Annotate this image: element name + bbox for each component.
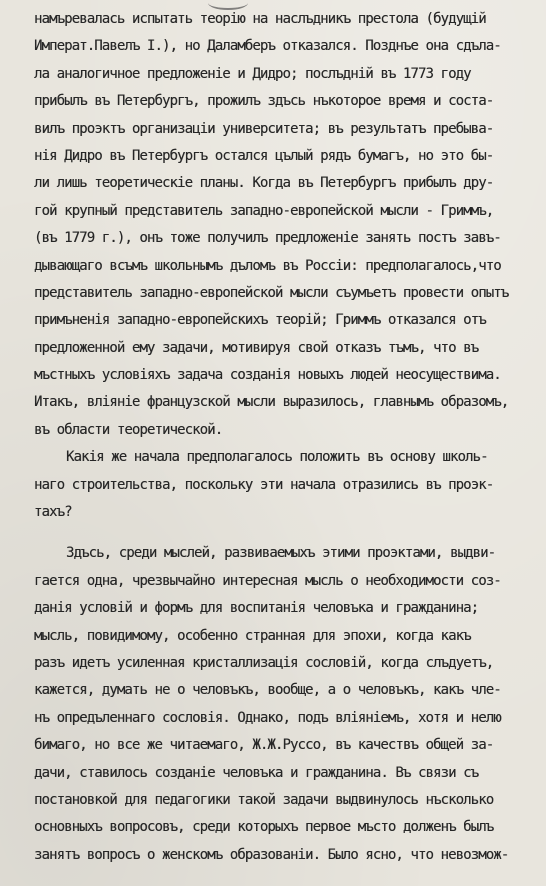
text-line: (въ 1779 г.), онъ тоже получилъ предложеніе занять постъ завъ- [34, 230, 501, 247]
text-line: ли лишь теоретическіе планы. Когда въ Петербургъ прибылъ дру- [34, 175, 494, 192]
text-line: Императ.Павелъ I.), но Даламберъ отказался. Позднъе она сдъла- [34, 38, 501, 55]
text-line: въ области теоретической. [34, 421, 223, 438]
text-line: Итакъ, вліяніе французской мысли выразилось, главнымъ образомъ, [34, 394, 509, 411]
text-line: занятъ вопросъ о женскомъ образованіи. Было ясно, что невозмож- [34, 846, 509, 863]
text-line: нія Дидро въ Петербургъ остался цълый рядъ бумагъ, но это бы- [34, 147, 494, 164]
text-line: мъстныхъ условіяхъ задача созданія новыхъ людей неосуществима. [34, 367, 501, 384]
text-line: наго строительства, поскольку эти начала отразились въ проэк- [34, 476, 494, 493]
text-line: дывающаго всъмъ школьнымъ дъломъ въ Россіи: предполагалось,что [34, 257, 501, 274]
text-line: Здъсь, среди мыслей, развиваемыхъ этими проэктами, выдви- [66, 545, 496, 562]
text-line: постановкой для педагогики такой задачи выдвинулось нъсколько [34, 791, 494, 808]
text-line: прибылъ въ Петербургъ, прожилъ здъсь нъкоторое время и соста- [34, 93, 494, 110]
text-line: ла аналогичное предложеніе и Дидро; послъдній въ 1773 году [34, 65, 471, 82]
text-line: мысль, повидимому, особенно странная для эпохи, когда какъ [34, 627, 471, 644]
text-line: гается одна, чрезвычайно интересная мысль о необходимости соз- [34, 572, 501, 589]
paragraph-spacer [0, 526, 546, 540]
text-line: кажется, думать не о человъкъ, вообще, а о человъкъ, какъ чле- [34, 682, 501, 699]
text-line: представитель западно-европейской мысли съумъетъ провести опытъ [34, 284, 509, 301]
text-line: намъревалась испытать теорію на наслъдникъ престола (будущій [34, 11, 486, 27]
text-line: примъненія западно-европейскихъ теорій; Гриммъ отказался отъ [34, 312, 486, 329]
text-line: данія условій и формъ для воспитанія человъка и гражданина; [34, 600, 479, 617]
text-line: разъ идетъ усиленная кристаллизація сословій, когда слъдуетъ, [34, 654, 494, 671]
text-line: Какія же начала предполагалось положить въ основу школь- [66, 449, 488, 466]
text-line: гой крупный представитель западно-европейской мысли - Гриммъ, [34, 202, 494, 219]
text-line: нъ опредъленнаго сословія. Однако, подъ вліяніемъ, хотя и нелю [34, 709, 501, 726]
paragraph-2 [0, 444, 546, 526]
text-line: вилъ проэктъ организаціи университета; въ результатъ пребыва- [34, 120, 494, 137]
text-line: предложенной ему задачи, мотивируя свой отказъ тъмъ, что въ [34, 339, 479, 356]
paragraph-3 [0, 540, 546, 869]
text-line: бимаго, но все же читаемаго, Ж.Ж.Руссо, въ качествъ общей за- [34, 737, 494, 754]
text-line: тахъ? [34, 504, 72, 521]
text-line: основныхъ вопросовъ, среди которыхъ первое мъсто долженъ былъ [34, 819, 494, 836]
text-line: дачи, ставилось созданіе человъка и гражданина. Въ связи съ [34, 764, 479, 781]
paragraph-1 [0, 6, 546, 444]
